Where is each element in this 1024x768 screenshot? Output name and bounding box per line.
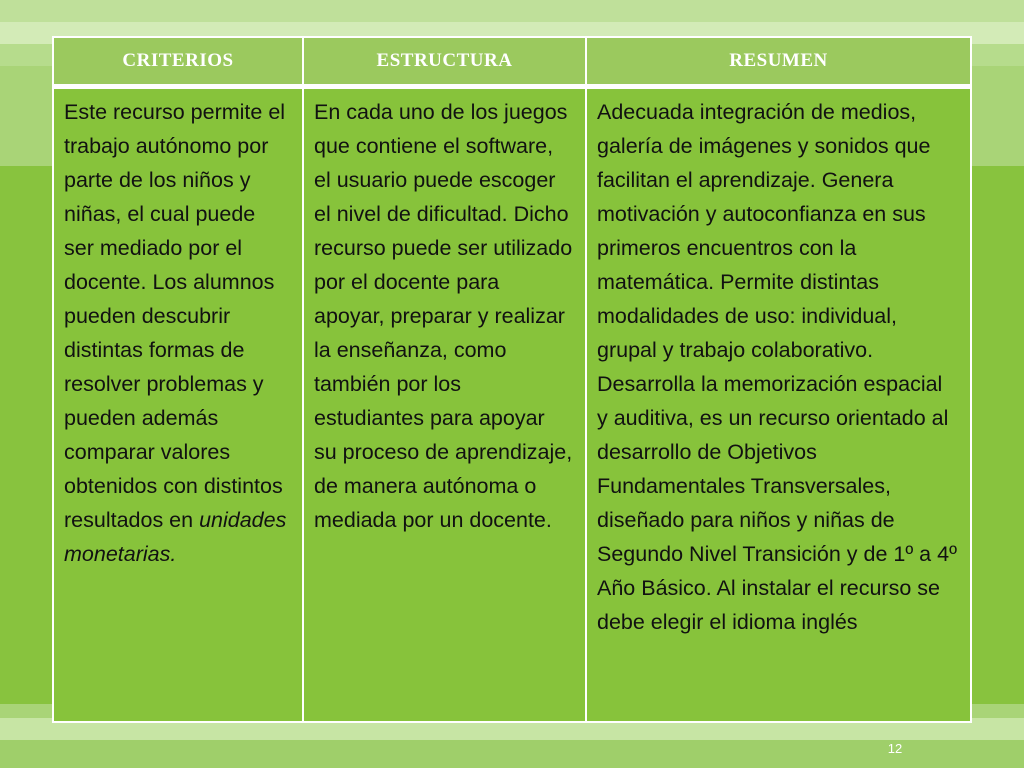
criterios-text: Este recurso permite el trabajo autónomo por parte de los niños y niñas, el cual puede ser mediado por el docente. Los alumnos pueden descubrir distintas formas de resolver problemas y pueden además comparar valores obtenidos con distintos resultados en [64, 100, 286, 532]
criteria-table [52, 36, 972, 723]
background-band [0, 740, 1024, 768]
cell-criterios [53, 87, 303, 723]
table-row [53, 87, 971, 723]
cell-estructura: En cada uno de los juegos que contiene el software, el usuario puede escoger el nivel de dificultad. Dicho recurso puede ser utilizado por el docente para apoyar, preparar y realizar la enseñanza, como también por los estudiantes para apoyar su proceso de aprendizaje, de manera autónoma o mediada por un docente. [303, 87, 586, 723]
table-header-row [53, 37, 971, 87]
header-resumen: RESUMEN [586, 37, 971, 87]
page-number: 12 [887, 741, 903, 756]
header-estructura: ESTRUCTURA [303, 37, 586, 87]
cell-resumen: Adecuada integración de medios, galería de imágenes y sonidos que facilitan el aprendizaje. Genera motivación y autoconfianza en sus primeros encuentros con la matemática. Permite distintas modalidades de uso: individual, grupal y trabajo colaborativo. Desarrolla la memorización espacial y auditiva, es un recurso orientado al desarrollo de Objetivos Fundamentales Transversales, diseñado para niños y niñas de Segundo Nivel Transición y de 1º a 4º Año Básico. Al instalar el recurso se debe elegir el idioma inglés [586, 87, 971, 723]
background-band [0, 0, 1024, 22]
header-criterios: CRITERIOS [53, 37, 303, 87]
criterios-emphasis: unidades monetarias. [64, 508, 287, 566]
